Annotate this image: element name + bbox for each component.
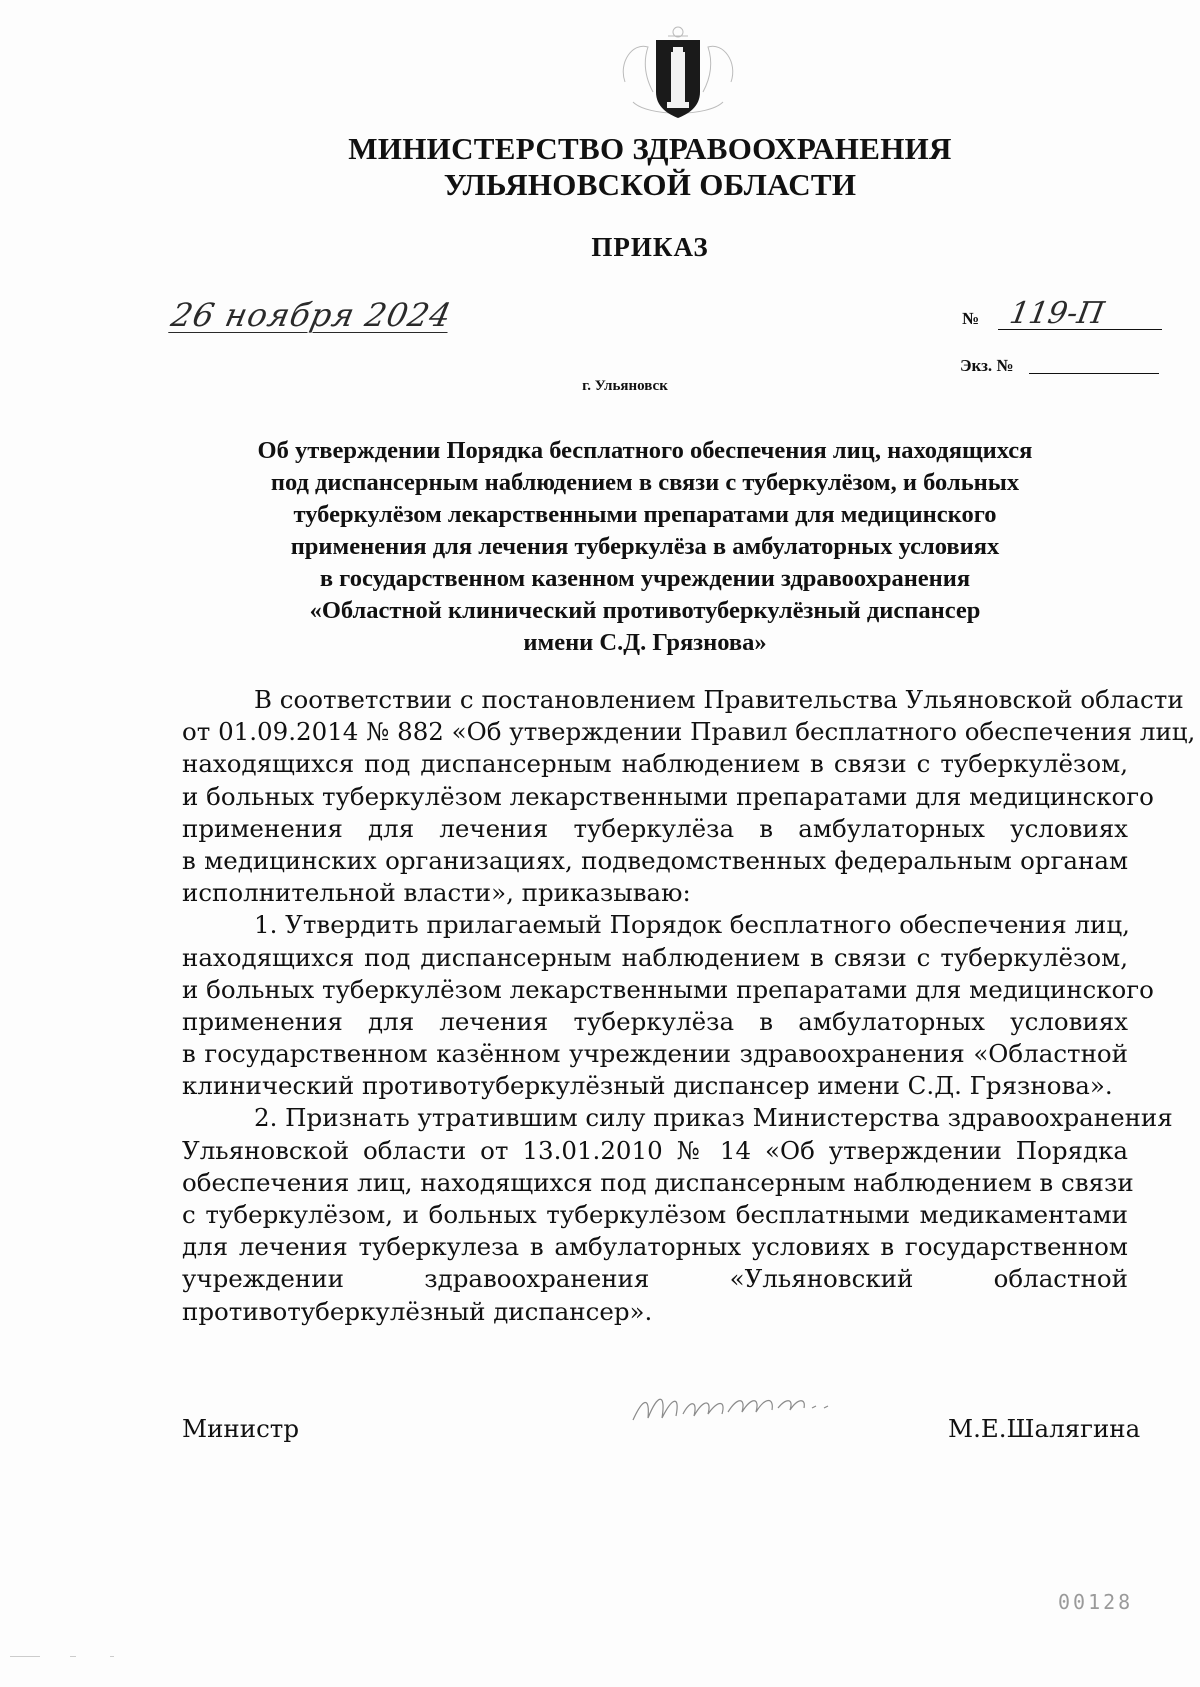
handwritten-date: 26 ноября 2024 [167,296,456,334]
body-line: с туберкулёзом, и больных туберкулёзом бесплатными медикаментами [182,1200,1128,1229]
body-line: в медицинских организациях, подведомственных федеральным органам [182,845,1128,875]
subject-line: в государственном казенном учреждении здравоохранения [319,565,971,592]
scan-artifact [10,1655,210,1659]
copy-number-label: Экз. № [960,356,1014,375]
body-line: находящихся под диспансерным наблюдением в связи с туберкулёзом, [182,749,1128,779]
body-line: В соответствии с постановлением Правительства Ульяновской области [254,685,1184,714]
city-label: г. Ульяновск [582,378,668,394]
body-line: и больных туберкулёзом лекарственными препаратами для медицинского [182,781,1154,811]
signature-image [628,1378,848,1428]
subject-line: применения для лечения туберкулёза в амбулаторных условиях [290,533,1000,560]
body-line: и больных туберкулёзом лекарственными препаратами для медицинского [182,974,1154,1004]
body-line: находящихся под диспансерным наблюдением в связи с туберкулёзом, [182,942,1128,972]
ministry-title-line2: УЛЬЯНОВСКОЙ ОБЛАСТИ [443,167,857,202]
ministry-title-line1: МИНИСТЕРСТВО ЗДРАВООХРАНЕНИЯ [348,131,952,166]
body-line: клинический противотуберкулёзный диспансер имени С.Д. Грязнова». [182,1071,1113,1101]
handwritten-order-number: 119-П [1006,296,1107,331]
copy-number-line [1029,373,1159,374]
subject-line: «Областной клинический противотуберкулёзный диспансер [309,597,981,624]
document-type-title: ПРИКАЗ [591,232,709,262]
body-line: в государственном казённом учреждении здравоохранения «Областной [182,1039,1128,1069]
body-line: применения для лечения туберкулёза в амбулаторных условиях [182,813,1128,843]
body-line: исполнительной власти», приказываю: [182,878,691,908]
subject-line: туберкулёзом лекарственными препаратами для медицинского [293,501,997,528]
signer-position: Министр [182,1414,300,1443]
body-line: 1. Утвердить прилагаемый Порядок бесплатного обеспечения лиц, [254,910,1130,940]
body-line: обеспечения лиц, находящихся под диспансерным наблюдением в связи [182,1167,1134,1197]
subject-line: имени С.Д. Грязнова» [523,629,767,656]
coat-of-arms-emblem [613,22,743,132]
stamp-number: 00128 [1058,1590,1134,1614]
body-line: от 01.09.2014 № 882 «Об утверждении Правил бесплатного обеспечения лиц, [182,717,1196,747]
signer-name: М.Е.Шалягина [948,1414,1141,1443]
order-body [182,684,1196,1328]
body-line: для лечения туберкулеза в амбулаторных условиях в государственном [182,1232,1128,1262]
body-line: учреждении здравоохранения «Ульяновский областной [182,1264,1128,1294]
body-line: Ульяновской области от 13.01.2010 № 14 «Об утверждении Порядка [182,1135,1128,1165]
body-line: противотуберкулёзный диспансер». [182,1296,653,1326]
subject-line: Об утверждении Порядка бесплатного обеспечения лиц, находящихся [257,437,1033,464]
order-number-label: № [962,309,980,328]
subject-line: под диспансерным наблюдением в связи с туберкулёзом, и больных [270,469,1020,496]
body-line: 2. Признать утратившим силу приказ Министерства здравоохранения [254,1103,1173,1133]
body-line: применения для лечения туберкулёза в амбулаторных условиях [182,1006,1128,1036]
order-subject [150,435,1140,659]
